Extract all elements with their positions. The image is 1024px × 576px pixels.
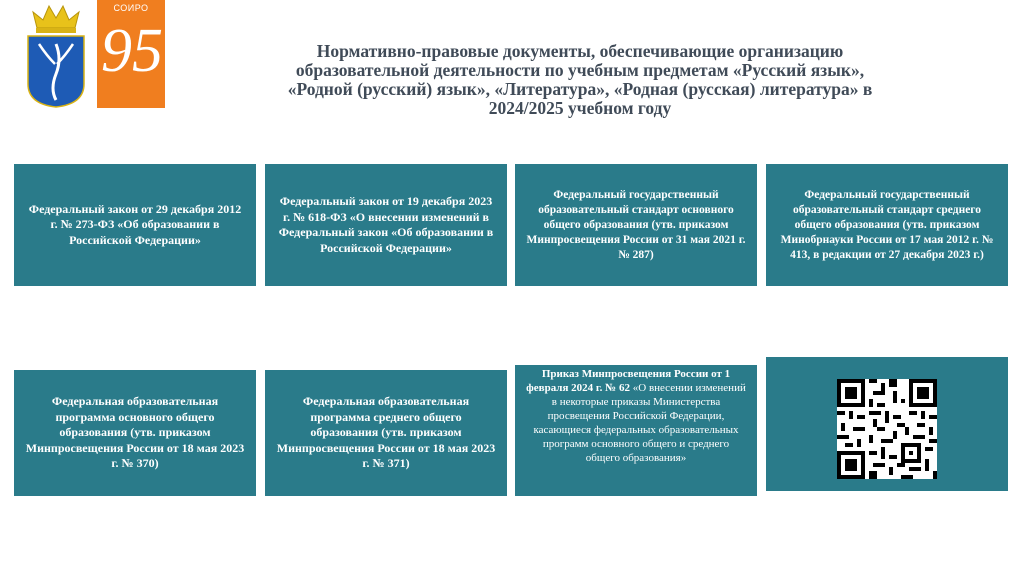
card-text: Федеральный государственный образовательный стандарт среднего общего образования (утв. приказом Минобрнауки России от 17 мая 2012 г. № 413, в редакции от 27 декабря 2023 г.) [780, 188, 994, 261]
anniversary-logo [97, 0, 165, 108]
card-text: Федеральная образовательная программа среднего общего образования (утв. приказом Минпросвещения России от 18 мая 2023 г. № 371) [276, 394, 496, 471]
document-card-fop-soo [265, 370, 507, 496]
logo-number: 95 [101, 17, 163, 85]
document-card-fop-ooo [14, 370, 256, 496]
card-text: Федеральный государственный образовательный стандарт основного общего образования (утв. приказом Минпросвещения России от 31 мая 2021 г. № 287) [526, 188, 746, 261]
card-text [525, 367, 747, 465]
saratov-coat-of-arms-icon [25, 4, 87, 108]
card-text-rest: «О внесении изменений в некоторые приказы Министерства просвещения Российской Федерации, касающиеся федеральных образовательных программ основного общего и среднего общего образования» [533, 382, 746, 464]
page-title [200, 42, 960, 118]
title-line: Нормативно-правовые документы, обеспечивающие организацию [316, 41, 844, 61]
card-text: Федеральная образовательная программа основного общего образования (утв. приказом Минпросвещения России от 18 мая 2023 г. № 370) [25, 394, 245, 471]
document-card-fgos-ooo [515, 164, 757, 286]
card-text: Федеральный закон от 29 декабря 2012 г. № 273-ФЗ «Об образовании в Российской Федерации» [28, 201, 242, 247]
document-card-order-62 [515, 365, 757, 496]
card-text-bold: Приказ Минпросвещения России от 1 февраля 2024 г. № 62 [526, 368, 731, 394]
qr-code-icon[interactable] [837, 379, 937, 479]
document-card-fgos-soo [766, 164, 1008, 286]
logo-label: СОИРО [113, 3, 149, 13]
card-text: Федеральный закон от 19 декабря 2023 г. № 618-ФЗ «О внесении изменений в Федеральный закон «Об образовании в Российской Федерации» [278, 194, 494, 255]
document-card-law-618 [265, 164, 507, 286]
document-card-law-273 [14, 164, 256, 286]
title-line: 2024/2025 учебном году [488, 98, 672, 118]
title-line: образовательной деятельности по учебным предметам «Русский язык», [295, 60, 865, 80]
title-line: «Родной (русский) язык», «Литература», «Родная (русская) литература» в [287, 79, 873, 99]
